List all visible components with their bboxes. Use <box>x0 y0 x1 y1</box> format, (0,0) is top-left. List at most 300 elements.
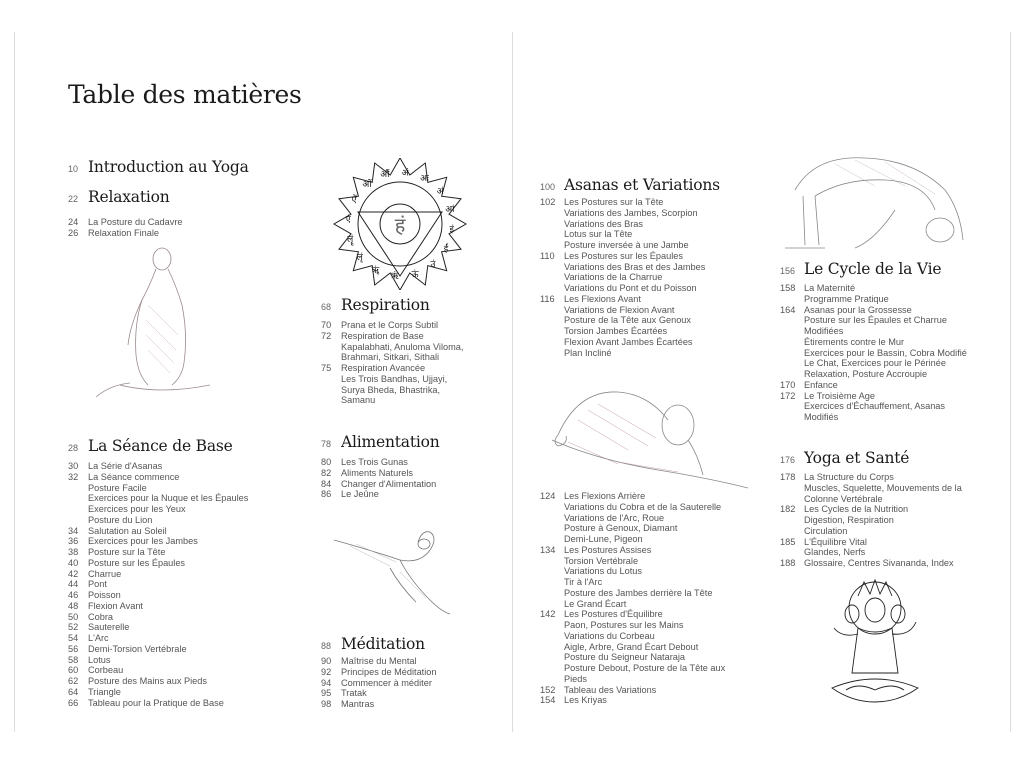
entry-page-number: 124 <box>540 491 556 501</box>
entry-page-number: 86 <box>321 489 332 500</box>
forward-bend-illustration <box>538 380 758 495</box>
toc-entry <box>540 208 720 219</box>
toc-entry <box>68 612 248 623</box>
entry-title: Flexion Avant Jambes Écartées <box>564 336 693 347</box>
entry-page-number <box>780 494 804 505</box>
toc-entry <box>540 642 725 653</box>
entry-page-number: 38 <box>68 547 79 557</box>
entry-title: Les Flexions Avant <box>564 293 641 304</box>
section-title: Respiration <box>341 296 430 314</box>
toc-entry <box>780 547 962 558</box>
entry-page-number <box>540 272 564 283</box>
entry-page-number <box>780 412 804 423</box>
chakra-petal-letter: एं <box>345 214 351 225</box>
entry-page-number: 64 <box>68 686 79 697</box>
vishuddha-chakra-illustration <box>330 158 470 290</box>
entry-page-number: 152 <box>540 684 556 695</box>
entry-title: La Série d'Asanas <box>88 461 163 471</box>
chakra-petal-letter: अं <box>436 187 444 197</box>
entry-list <box>321 320 463 406</box>
toc-entry <box>540 240 720 251</box>
entry-title: Le Troisième Age <box>804 390 875 401</box>
toc-entry <box>68 228 183 239</box>
entry-page-number: 42 <box>68 568 79 579</box>
toc-entry <box>68 687 248 698</box>
entry-page-number <box>780 294 804 305</box>
toc-entry <box>68 461 248 472</box>
chakra-petal-letter: ओं <box>362 179 372 190</box>
entry-page-number <box>321 374 341 385</box>
entry-page-number: 178 <box>780 472 796 482</box>
entry-page-number <box>68 504 88 515</box>
entry-list <box>321 457 440 500</box>
chakra-petal-letter: ॠं <box>371 265 380 276</box>
entry-title: Paon, Postures sur les Mains <box>564 620 684 630</box>
toc-entry <box>780 315 967 326</box>
entry-title: Tableau pour la Pratique de Base <box>88 697 224 708</box>
entry-title: Maîtrise du Mental <box>341 656 417 666</box>
entry-page-number: 80 <box>321 457 332 467</box>
entry-page-number: 32 <box>68 471 79 482</box>
toc-entry <box>68 579 248 590</box>
entry-title: Pont <box>88 579 107 590</box>
toc-entry <box>540 229 720 240</box>
entry-title: Posture sur la Tête <box>88 547 166 557</box>
toc-entry <box>321 320 463 331</box>
entry-title: Posture à Genoux, Diamant <box>564 523 678 534</box>
toc-entry <box>540 674 725 685</box>
entry-title: Digestion, Respiration <box>804 515 894 525</box>
toc-entry <box>780 483 962 494</box>
toc-entry <box>68 569 248 580</box>
chakra-center-syllable: हं <box>394 213 406 237</box>
toc-entry <box>780 515 962 526</box>
entry-page-number <box>780 337 804 348</box>
toc-entry <box>68 590 248 601</box>
toc-entry <box>321 457 440 468</box>
entry-title: L'Arc <box>88 633 109 643</box>
entry-title: Programme Pratique <box>804 293 889 304</box>
entry-title: Plan Incliné <box>564 347 612 358</box>
entry-title: Aigle, Arbre, Grand Écart Debout <box>564 641 699 652</box>
toc-entry <box>780 380 967 391</box>
section-title: Méditation <box>341 635 425 653</box>
entry-title: Exercices pour les Yeux <box>88 504 186 514</box>
entry-page-number <box>540 513 564 524</box>
section-title: Asanas et Variations <box>564 176 720 194</box>
section-asanas-et-variations <box>540 176 720 358</box>
entry-page-number: 92 <box>321 666 332 677</box>
toc-entry <box>780 558 962 569</box>
entry-title: Modifiées <box>804 326 844 336</box>
toc-entry <box>540 609 725 620</box>
entry-page-number <box>540 631 564 642</box>
toc-entry <box>780 358 967 369</box>
toc-entry <box>321 363 463 374</box>
entry-page-number <box>540 315 564 326</box>
hand-mudra-illustration <box>330 520 460 620</box>
entry-list <box>68 217 183 239</box>
toc-entry <box>780 504 962 515</box>
entry-title: Prana et le Corps Subtil <box>341 320 439 330</box>
entry-page-number: 26 <box>68 227 79 238</box>
entry-title: Posture inversée à une Jambe <box>564 240 689 250</box>
entry-page-number <box>780 348 804 359</box>
toc-entry <box>321 678 437 689</box>
entry-page-number <box>780 369 804 380</box>
entry-title: Le Jeûne <box>341 489 379 500</box>
section-asanas-continued <box>540 491 725 706</box>
entry-page-number: 52 <box>68 622 79 633</box>
entry-title: Posture des Mains aux Pieds <box>88 676 207 686</box>
toc-entry <box>540 588 725 599</box>
entry-page-number <box>540 348 564 359</box>
toc-entry <box>780 401 967 412</box>
entry-page-number: 142 <box>540 609 556 620</box>
toc-entry <box>780 294 967 305</box>
entry-page-number: 75 <box>321 363 332 373</box>
section-page-number: 22 <box>68 194 79 204</box>
entry-page-number: 48 <box>68 600 79 611</box>
entry-title: Relaxation, Posture Accroupie <box>804 369 928 379</box>
entry-title: Les Trois Gunas <box>341 457 408 467</box>
entry-page-number: 185 <box>780 536 796 547</box>
entry-title: Les Postures sur les Épaules <box>564 250 683 261</box>
entry-page-number <box>540 599 564 610</box>
entry-title: Les Flexions Arrière <box>564 491 646 501</box>
entry-page-number <box>540 523 564 534</box>
section-page-number: 156 <box>780 266 796 276</box>
entry-title: Étirements contre le Mur <box>804 336 905 347</box>
toc-entry <box>321 374 463 385</box>
entry-page-number: 24 <box>68 217 79 227</box>
entry-page-number <box>780 401 804 412</box>
chakra-petal-letter: आं <box>445 204 455 215</box>
chakra-petal-letter: ऋं <box>391 271 399 282</box>
toc-entry <box>321 331 463 342</box>
entry-page-number <box>540 305 564 316</box>
entry-title: Les Trois Bandhas, Ujjayi, <box>341 373 448 384</box>
entry-page-number <box>780 483 804 494</box>
toc-entry <box>540 631 725 642</box>
entry-list <box>321 656 437 710</box>
entry-page-number: 66 <box>68 697 79 708</box>
entry-page-number: 170 <box>780 379 796 390</box>
entry-title: Corbeau <box>88 665 124 676</box>
chakra-petal-letter: अः <box>420 174 429 185</box>
entry-page-number <box>321 342 341 353</box>
toc-entry <box>68 698 248 709</box>
entry-page-number: 158 <box>780 283 796 293</box>
section-title: Le Cycle de la Vie <box>804 260 942 278</box>
entry-title: La Maternité <box>804 283 856 293</box>
entry-page-number <box>780 358 804 369</box>
entry-title: Salutation au Soleil <box>88 525 167 536</box>
entry-page-number <box>68 493 88 504</box>
entry-page-number <box>780 526 804 537</box>
entry-title: Glossaire, Centres Sivananda, Index <box>804 558 954 568</box>
entry-page-number <box>68 483 88 494</box>
entry-title: Les Postures d'Équilibre <box>564 609 663 620</box>
toc-entry <box>540 523 725 534</box>
toc-entry <box>321 699 437 710</box>
toc-entry <box>321 479 440 490</box>
entry-title: Poisson <box>88 590 121 600</box>
entry-page-number <box>540 674 564 685</box>
entry-title: Posture Facile <box>88 482 147 493</box>
entry-page-number <box>540 556 564 567</box>
section-page-number: 176 <box>780 455 796 465</box>
toc-entry <box>780 283 967 294</box>
entry-page-number: 82 <box>321 467 332 478</box>
toc-entry <box>68 633 248 644</box>
entry-title: La Séance commence <box>88 471 180 482</box>
entry-title: Posture du Lion <box>88 514 153 525</box>
entry-title: Principes de Méditation <box>341 666 437 677</box>
entry-title: Pieds <box>564 673 587 684</box>
section-page-number: 78 <box>321 439 332 449</box>
entry-title: Variations du Pont et du Poisson <box>564 283 697 293</box>
entry-title: Exercices d'Échauffement, Asanas <box>804 401 946 412</box>
toc-entry <box>540 272 720 283</box>
entry-page-number <box>540 566 564 577</box>
toc-entry <box>68 655 248 666</box>
entry-title: Flexion Avant <box>88 600 143 611</box>
toc-entry <box>540 337 720 348</box>
entry-page-number: 94 <box>321 677 332 688</box>
entry-page-number <box>540 642 564 653</box>
entry-title: Posture de la Tête aux Genoux <box>564 315 692 326</box>
entry-page-number: 154 <box>540 695 556 706</box>
entry-title: Variations de la Charrue <box>564 272 663 283</box>
entry-page-number <box>780 315 804 326</box>
entry-title: Brahmari, Sitkari, Sithali <box>341 352 440 363</box>
entry-title: Variations des Bras <box>564 218 643 229</box>
page-border-left <box>14 32 15 732</box>
entry-page-number <box>540 577 564 588</box>
entry-title: Le Chat, Exercices pour le Périnée <box>804 358 946 369</box>
section-page-number: 88 <box>321 641 332 651</box>
toc-entry <box>780 537 962 548</box>
section-yoga-et-sante <box>780 449 962 569</box>
chakra-petal-letter: इं <box>449 225 454 236</box>
entry-page-number <box>780 326 804 337</box>
entry-page-number: 98 <box>321 699 332 709</box>
toc-entry <box>321 667 437 678</box>
entry-page-number <box>540 620 564 631</box>
toc-entry <box>540 695 725 706</box>
entry-page-number <box>321 395 341 406</box>
entry-page-number: 58 <box>68 654 79 665</box>
entry-title: Les Postures sur la Tête <box>564 197 664 207</box>
toc-entry <box>540 577 725 588</box>
section-page-number: 68 <box>321 302 332 312</box>
section-cycle-de-la-vie <box>780 260 967 423</box>
entry-list <box>540 491 725 706</box>
toc-entry <box>540 620 725 631</box>
entry-title: Variations du Lotus <box>564 566 642 577</box>
entry-page-number: 182 <box>780 504 796 515</box>
toc-entry <box>780 326 967 337</box>
entry-page-number: 44 <box>68 579 79 590</box>
toc-entry <box>540 513 725 524</box>
entry-title: Changer d'Alimentation <box>341 478 437 489</box>
entry-title: L'Équilibre Vital <box>804 536 867 547</box>
entry-title: Exercices pour la Nuque et les Épaules <box>88 493 249 504</box>
entry-page-number: 60 <box>68 665 79 676</box>
toc-entry <box>68 536 248 547</box>
toc-entry <box>321 352 463 363</box>
chakra-petal-letter: लृं <box>356 253 363 263</box>
entry-page-number: 188 <box>780 558 796 568</box>
entry-page-number: 72 <box>321 330 332 341</box>
entry-page-number <box>540 229 564 240</box>
entry-page-number: 70 <box>321 320 332 330</box>
toc-entry <box>68 515 248 526</box>
toc-entry <box>68 622 248 633</box>
toc-entry <box>780 472 962 483</box>
entry-title: Variations des Jambes, Scorpion <box>564 207 698 218</box>
book-gutter <box>512 32 513 732</box>
toc-entry <box>540 219 720 230</box>
toc-entry <box>68 547 248 558</box>
entry-title: Variations du Cobra et de la Sauterelle <box>564 501 722 512</box>
entry-page-number: 116 <box>540 293 555 304</box>
entry-page-number <box>321 385 341 396</box>
entry-title: Circulation <box>804 525 848 536</box>
section-seance-de-base <box>68 437 248 708</box>
toc-entry <box>540 294 720 305</box>
toc-entry <box>540 283 720 294</box>
entry-page-number <box>540 240 564 251</box>
entry-page-number <box>540 663 564 674</box>
toc-entry <box>540 197 720 208</box>
toc-entry <box>321 688 437 699</box>
entry-title: Variations des Bras et des Jambes <box>564 261 706 272</box>
entry-title: Posture sur les Épaules <box>88 557 186 568</box>
toc-entry <box>68 493 248 504</box>
chakra-petal-letter: लॄं <box>347 235 354 246</box>
entry-title: Sauterelle <box>88 622 130 633</box>
entry-title: Le Grand Écart <box>564 598 627 609</box>
toc-entry <box>540 685 725 696</box>
entry-title: Glandes, Nerfs <box>804 547 866 558</box>
entry-title: Posture sur les Épaules et Charrue <box>804 315 947 326</box>
entry-title: Kapalabhati, Anuloma Viloma, <box>341 341 464 352</box>
entry-title: Charrue <box>88 568 122 579</box>
section-introduction <box>68 158 249 176</box>
entry-title: Cobra <box>88 611 114 622</box>
entry-title: Commencer à méditer <box>341 677 432 688</box>
section-page-number: 100 <box>540 182 556 192</box>
entry-list <box>540 197 720 358</box>
entry-title: Mantras <box>341 699 375 709</box>
entry-title: Samanu <box>341 395 376 406</box>
entry-title: Variations de Flexion Avant <box>564 304 675 315</box>
entry-title: Asanas pour la Grossesse <box>804 304 912 315</box>
deity-illustration <box>818 578 933 708</box>
entry-page-number: 30 <box>68 461 79 471</box>
entry-page-number <box>68 515 88 526</box>
entry-title: Colonne Vertébrale <box>804 493 883 504</box>
entry-title: Enfance <box>804 379 838 390</box>
entry-page-number <box>321 352 341 363</box>
entry-page-number: 90 <box>321 656 332 666</box>
entry-list <box>780 472 962 569</box>
toc-entry <box>321 395 463 406</box>
entry-list <box>68 461 248 708</box>
entry-title: Demi-Lune, Pigeon <box>564 534 643 544</box>
backbend-illustration <box>775 150 970 255</box>
toc-entry <box>68 217 183 228</box>
page-title: Table des matières <box>68 80 302 109</box>
entry-page-number: 172 <box>780 390 796 401</box>
seated-figure-illustration <box>90 245 230 405</box>
toc-entry <box>68 665 248 676</box>
toc-entry <box>321 656 437 667</box>
entry-title: Variations de l'Arc, Roue <box>564 512 665 523</box>
entry-title: Les Cycles de la Nutrition <box>804 504 909 515</box>
entry-page-number <box>540 588 564 599</box>
toc-entry <box>780 337 967 348</box>
entry-page-number: 40 <box>68 557 79 568</box>
entry-title: Tableau des Variations <box>564 684 657 695</box>
entry-page-number <box>780 515 804 526</box>
section-page-number: 10 <box>68 164 79 174</box>
section-alimentation <box>321 433 440 500</box>
toc-entry <box>68 558 248 569</box>
chakra-petal-letter: औं <box>380 170 390 181</box>
entry-title: Respiration de Base <box>341 330 424 341</box>
entry-page-number: 50 <box>68 611 79 622</box>
section-meditation <box>321 635 437 710</box>
chakra-petal-letter: ऐं <box>351 195 357 206</box>
entry-title: Demi-Torsion Vertébrale <box>88 643 187 654</box>
entry-title: Torsion Jambes Écartées <box>564 326 668 336</box>
toc-entry <box>540 348 720 359</box>
toc-entry <box>780 305 967 316</box>
entry-page-number: 134 <box>540 544 556 555</box>
toc-entry <box>540 534 725 545</box>
entry-title: Variations du Corbeau <box>564 630 655 641</box>
entry-page-number: 110 <box>540 250 555 261</box>
entry-list <box>780 283 967 423</box>
toc-entry <box>540 556 725 567</box>
entry-title: Lotus <box>88 654 111 665</box>
toc-entry <box>321 468 440 479</box>
toc-entry <box>68 483 248 494</box>
entry-title: Exercices pour le Bassin, Cobra Modifié <box>804 347 967 358</box>
toc-entry <box>540 491 725 502</box>
entry-page-number <box>540 208 564 219</box>
entry-page-number: 54 <box>68 633 79 643</box>
entry-page-number <box>540 337 564 348</box>
toc-entry <box>540 305 720 316</box>
entry-page-number: 36 <box>68 536 79 547</box>
toc-entry <box>540 251 720 262</box>
entry-page-number <box>540 502 564 513</box>
entry-page-number <box>540 326 564 337</box>
entry-title: Relaxation Finale <box>88 227 159 238</box>
section-relaxation <box>68 188 183 239</box>
entry-title: Surya Bheda, Bhastrika, <box>341 384 441 395</box>
chakra-petal-letter: ऊं <box>411 269 419 280</box>
entry-page-number: 46 <box>68 590 79 600</box>
entry-title: Les Kriyas <box>564 695 607 706</box>
entry-page-number <box>540 283 564 294</box>
entry-page-number <box>540 262 564 273</box>
toc-entry <box>780 526 962 537</box>
